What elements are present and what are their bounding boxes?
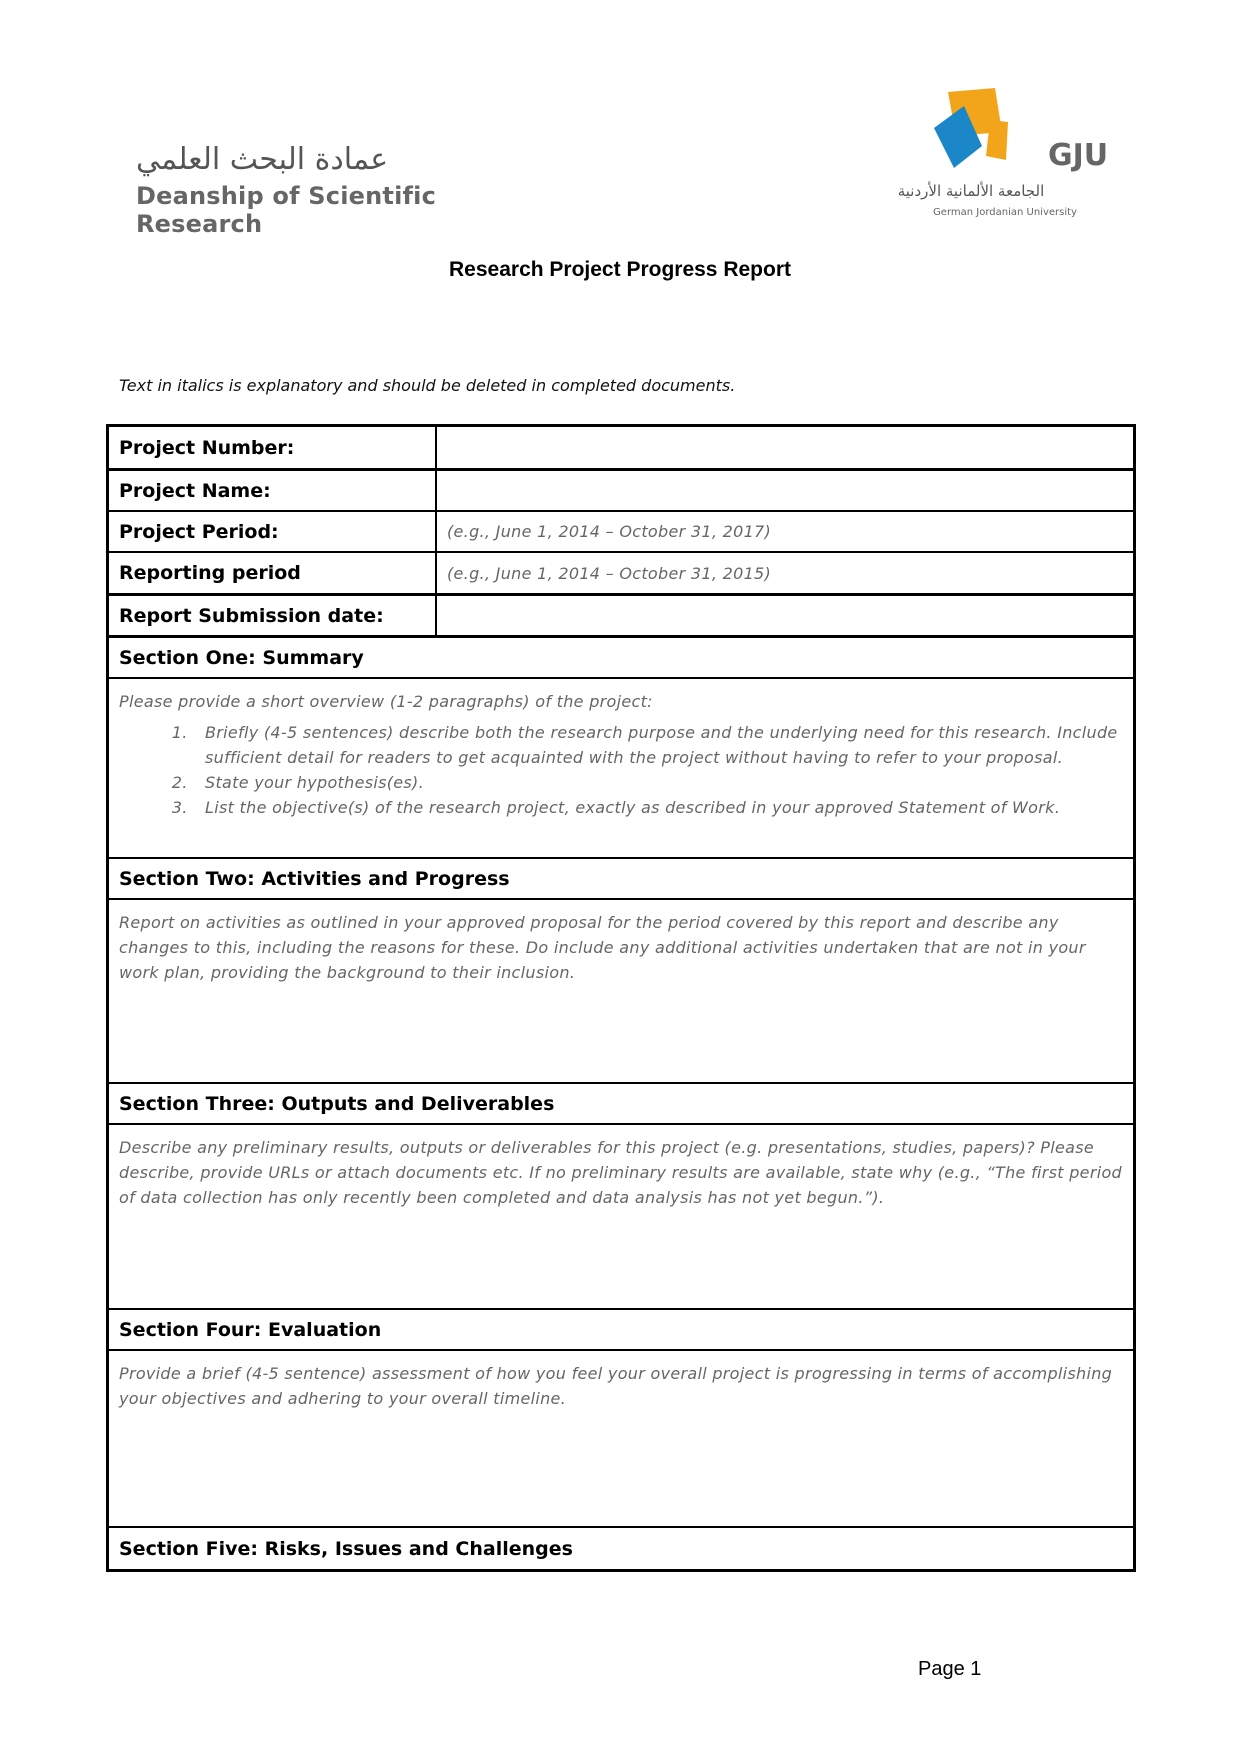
list-item: 3. List the objective(s) of the research project, exactly as described in your approved Statement of Work. bbox=[193, 795, 1123, 820]
page-number: Page 1 bbox=[918, 1658, 982, 1680]
section-three-text: Describe any preliminary results, outputs or deliverables for this project (e.g. presentations, studies, papers)? Please describe, provide URLs or attach documents etc. If no preliminary results are available, state why (e.g., “The first period of data collection has only recently been completed and data analysis has not yet begun.”). bbox=[119, 1138, 1122, 1207]
field-label: Reporting period bbox=[109, 553, 437, 593]
field-project-name bbox=[109, 471, 1133, 512]
project-number-input[interactable] bbox=[437, 427, 1133, 468]
section-two-heading: Section Two: Activities and Progress bbox=[109, 859, 1133, 900]
section-three-heading: Section Three: Outputs and Deliverables bbox=[109, 1084, 1133, 1125]
section-four-body[interactable] bbox=[109, 1351, 1133, 1528]
field-project-period bbox=[109, 512, 1133, 553]
gju-english-name: German Jordanian University bbox=[933, 207, 1077, 218]
report-form bbox=[106, 424, 1136, 1572]
section-one-intro: Please provide a short overview (1-2 paragraphs) of the project: bbox=[119, 692, 653, 711]
section-four-text: Provide a brief (4-5 sentence) assessment of how you feel your overall project is progressing in terms of accomplishing your objectives and adhering to your overall timeline. bbox=[119, 1364, 1113, 1408]
submission-date-input[interactable] bbox=[437, 596, 1133, 635]
field-submission-date bbox=[109, 596, 1133, 638]
field-reporting-period bbox=[109, 553, 1133, 596]
page-title: Research Project Progress Report bbox=[449, 258, 791, 281]
list-item: 1. Briefly (4-5 sentences) describe both the research purpose and the underlying need for this research. Include sufficient detail for readers to get acquainted with the project without having to refer to your proposal. bbox=[193, 720, 1123, 770]
section-one-list bbox=[119, 720, 1123, 820]
section-one-heading: Section One: Summary bbox=[109, 638, 1133, 679]
section-five-heading: Section Five: Risks, Issues and Challenges bbox=[119, 1537, 573, 1560]
gju-abbrev: GJU bbox=[1048, 138, 1109, 173]
instruction-note: Text in italics is explanatory and should be deleted in completed documents. bbox=[119, 376, 736, 395]
project-period-input[interactable]: (e.g., June 1, 2014 – October 31, 2017) bbox=[447, 522, 772, 541]
deanship-header bbox=[136, 140, 556, 238]
field-label: Report Submission date: bbox=[109, 596, 437, 635]
section-two-body[interactable] bbox=[109, 900, 1133, 1084]
field-label: Project Number: bbox=[109, 427, 437, 468]
section-four-heading: Section Four: Evaluation bbox=[109, 1310, 1133, 1351]
section-one-body[interactable] bbox=[109, 679, 1133, 859]
field-label: Project Period: bbox=[109, 512, 437, 551]
gju-arabic-name: الجامعة الألمانية الأردنية bbox=[897, 182, 1045, 200]
section-two-text: Report on activities as outlined in your approved proposal for the period covered by this report and describe any changes to this, including the reasons for these. Do include any additional activities undertaken that are not in your work plan, providing the background to their inclusion. bbox=[119, 913, 1086, 982]
list-item: 2. State your hypothesis(es). bbox=[193, 770, 1123, 795]
section-three-body[interactable] bbox=[109, 1125, 1133, 1310]
field-project-number bbox=[109, 427, 1133, 471]
field-label: Project Name: bbox=[109, 471, 437, 510]
dept-english-name: Deanship of Scientific Research bbox=[136, 182, 436, 238]
dept-arabic-name: عمادة البحث العلمي bbox=[136, 142, 389, 177]
project-name-input[interactable] bbox=[437, 471, 1133, 510]
reporting-period-input[interactable]: (e.g., June 1, 2014 – October 31, 2015) bbox=[447, 563, 772, 583]
